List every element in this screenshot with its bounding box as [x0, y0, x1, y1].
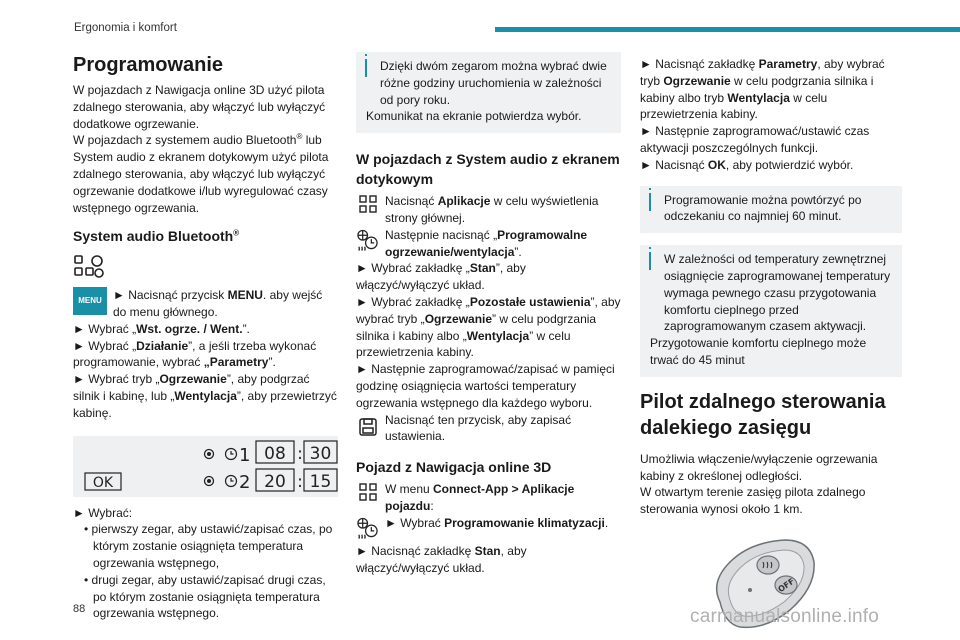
clock-2-separator: :: [297, 471, 303, 492]
clock-1-hours: 08: [264, 443, 286, 464]
step-program-time: ► Następnie zaprogramować/zapisać w pamięci godzinę osiągnięcia wartości temperatury ogrzewania wstępnego dla każdego wyboru.: [356, 362, 615, 410]
ok-button-label: OK: [92, 474, 114, 491]
clock-1-label: 1: [239, 444, 251, 466]
info-note-two-clocks: Dzięki dwóm zegarom można wybrać dwie różne godziny uruchomienia w zależności od pory roku. Komunikat na ekranie potwierdza wybór.: [356, 52, 621, 133]
step-4: ► Wybrać tryb „Ogrzewanie”, aby podgrzać silnik i kabinę, lub „Wentylacja”, aby przewietrzyć kabinę.: [73, 372, 337, 420]
section-title-long-range-remote: Pilot zdalnego sterowania dalekiego zasięgu: [640, 390, 886, 439]
intro-paragraph-2: W pojazdach z systemem audio Bluetooth® lub System audio z ekranem dotykowym użyć pilota zdalnego sterowania, aby włączyć lub wyłączyć ogrzewanie dodatkowe i/lub wyregulować czasy wstępnego ogrzewania.: [73, 132, 329, 215]
clock-2-minutes: 15: [309, 471, 332, 492]
info-note-repeat: Programowanie można powtórzyć po odczekaniu co najmniej 60 minut.: [640, 186, 902, 234]
save-icon: [356, 412, 379, 442]
apps-grid-icon: [73, 254, 338, 285]
column-1: [73, 52, 338, 622]
step-climate-programming: ► Wybrać Programowanie klimatyzacji.: [356, 515, 621, 543]
step-connect-app: W menu Connect-App > Aplikacje pojazdu:: [356, 481, 621, 515]
step-parameters-tab: ► Nacisnąć zakładkę Parametry, aby wybrać tryb Ogrzewanie w celu podgrzania silnika i kabiny albo tryb Wentylacja w celu przewietrzenia kabiny.: [640, 57, 885, 122]
step-activation-time: ► Następnie zaprogramować/ustawić czas aktywacji poszczególnych funkcji.: [640, 124, 870, 155]
info-note-temperature: W zależności od temperatury zewnętrznej osiągnięcie zaprogramowanej temperatury wymaga pewnego czasu przygotowania komfortu cieplnego przed zaprogramowanym czasem aktywacji. Przygotowanie komfortu cieplnego może trwać do 45 minut: [640, 245, 902, 377]
page-number: 88: [73, 603, 86, 615]
step-programmable-heating: Następnie nacisnąć „Programowalne ogrzewanie/wentylacja”.: [356, 227, 621, 261]
choose-line: ► Wybrać:: [73, 505, 133, 520]
clock-2-hours: 20: [264, 471, 286, 492]
info-icon: [365, 59, 367, 77]
header-section-title: Ergonomia i komfort: [74, 22, 177, 34]
step-other-settings-tab: ► Wybrać zakładkę „Pozostałe ustawienia”, aby wybrać tryb „Ogrzewanie” w celu podgrzania silnika i kabiny albo „Wentylacja” w celu przewietrzenia kabiny.: [356, 294, 621, 360]
step-status-tab-nav: ► Nacisnąć zakładkę Stan, aby włączyć/wyłączyć układ.: [356, 543, 527, 575]
intro-paragraph-1: W pojazdach z Nawigacja online 3D użyć pilota zdalnego sterowania, aby włączyć lub wyłączyć dodatkowe ogrzewanie.: [73, 83, 326, 131]
page-title: Programowanie: [73, 54, 224, 76]
remote-description-2: W otwartym terenie zasięg pilota zdalnego sterowania wynosi około 1 km.: [640, 485, 866, 517]
step-2: ► Wybrać „Wst. ogrze. / Went.”.: [73, 321, 250, 336]
header-accent-bar: [495, 27, 960, 32]
step-confirm: ► Nacisnąć OK, aby potwierdzić wybór.: [640, 157, 854, 172]
step-menu: MENU ► Nacisnąć przycisk MENU. aby wejść do menu głównego.: [73, 287, 338, 321]
section-title-bluetooth: System audio Bluetooth®: [73, 228, 240, 245]
info-icon: [649, 252, 651, 270]
apps-grid-icon: [356, 193, 379, 214]
section-title-touchscreen: W pojazdach z System audio z ekranem dotykowym: [356, 151, 620, 188]
menu-button-icon: MENU: [73, 287, 107, 315]
heating-timer-icon: [356, 515, 379, 543]
remote-description-1: Umożliwia włączenie/wyłączenie ogrzewania kabiny z określonej odległości.: [640, 451, 878, 483]
step-3: ► Wybrać „Działanie”, a jeśli trzeba wykonać programowanie, wybrać „Parametry”.: [73, 338, 317, 370]
remote-off-label: OFF: [776, 576, 797, 595]
section-title-navigation: Pojazd z Nawigacja online 3D: [356, 459, 552, 476]
clock-1-minutes: 30: [309, 443, 332, 464]
column-3: [640, 56, 902, 637]
step-save: Nacisnąć ten przycisk, aby zapisać ustawienia.: [356, 412, 621, 446]
heating-timer-icon: [356, 227, 379, 255]
apps-grid-icon: [356, 481, 379, 502]
clock-2-label: 2: [239, 471, 251, 493]
bullet-first-clock: • pierwszy zegar, aby ustawić/zapisać czas, po którym zostanie osiągnięta temperatura ogrzewania wstępnego,: [84, 522, 333, 570]
bullet-second-clock: • drugi zegar, aby ustawić/zapisać drugi czas, po którym zostanie osiągnięta temperatura ogrzewania wstępnego.: [84, 572, 326, 621]
info-icon: [649, 193, 651, 211]
timer-display-panel: [73, 436, 338, 497]
column-2: [356, 52, 621, 576]
clock-1-separator: :: [297, 443, 303, 464]
step-status-tab: ► Wybrać zakładkę „Stan”, aby włączyć/wyłączyć układ.: [356, 261, 526, 293]
watermark: carmanualsonline.info: [690, 606, 880, 627]
step-applications: Nacisnąć Aplikacje w celu wyświetlenia strony głównej.: [356, 193, 621, 227]
